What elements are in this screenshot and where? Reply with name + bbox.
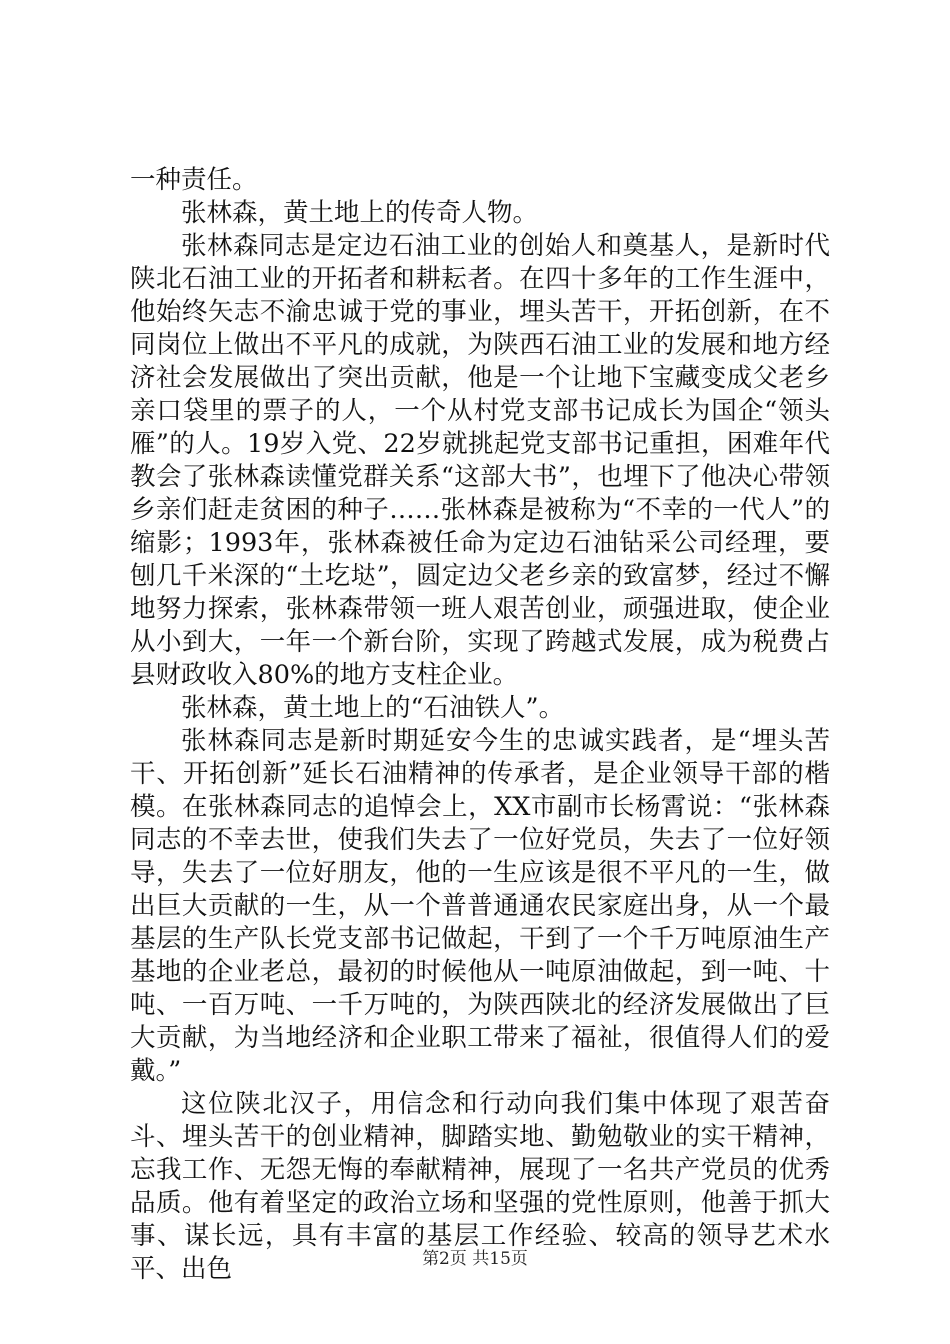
document-body <box>130 164 830 1286</box>
paragraph: 张林森同志是定边石油工业的创始人和奠基人，是新时代陕北石油工业的开拓者和耕耘者。在四十多年的工作生涯中，他始终矢志不渝忠诚于党的事业，埋头苦干，开拓创新，在不同岗位上做出不平凡的成就，为陕西石油工业的发展和地方经济社会发展做出了突出贡献，他是一个让地下宝藏变成父老乡亲口袋里的票子的人，一个从村党支部书记成长为国企“领头雁”的人。19岁入党、22岁就挑起党支部书记重担，困难年代教会了张林森读懂党群关系“这部大书”，也埋下了他决心带领乡亲们赶走贫困的种子……张林森是被称为“不幸的一代人”的缩影；1993年，张林森被任命为定边石油钻采公司经理，要刨几千米深的“土圪垯”，圆定边父老乡亲的致富梦，经过不懈地努力探索，张林森带领一班人艰苦创业，顽强进取，使企业从小到大，一年一个新台阶，实现了跨越式发展，成为税费占县财政收入80%的地方支柱企业。 <box>130 231 830 690</box>
paragraph: 张林森，黄土地上的传奇人物。 <box>181 198 539 228</box>
paragraph: 张林森，黄土地上的“石油铁人”。 <box>181 693 565 723</box>
paragraph: 这位陕北汉子，用信念和行动向我们集中体现了艰苦奋斗、埋头苦干的创业精神，脚踏实地、勤勉敬业的实干精神，忘我工作、无怨无悔的奉献精神，展现了一名共产党员的优秀品质。他有着坚定的政治立场和坚强的党性原则，他善于抓大事、谋长远，具有丰富的基层工作经验、较高的领导艺术水平、出色 <box>130 1089 830 1284</box>
paragraph: 张林森同志是新时期延安今生的忠诚实践者，是“埋头苦干、开拓创新”延长石油精神的传承者，是企业领导干部的楷模。在张林森同志的追悼会上，XX市副市长杨霄说：“张林森同志的不幸去世，使我们失去了一位好党员，失去了一位好领导，失去了一位好朋友，他的一生应该是很不平凡的一生，做出巨大贡献的一生，从一个普普通通农民家庭出身，从一个最基层的生产队长党支部书记做起，干到了一个千万吨原油生产基地的企业老总，最初的时候他从一吨原油做起，到一吨、十吨、一百万吨、一千万吨的，为陕西陕北的经济发展做出了巨大贡献，为当地经济和企业职工带来了福祉，很值得人们的爱戴。” <box>130 726 830 1086</box>
paragraph: 一种责任。 <box>130 165 258 195</box>
page-number-footer: 第2页 共15页 <box>422 1249 528 1269</box>
